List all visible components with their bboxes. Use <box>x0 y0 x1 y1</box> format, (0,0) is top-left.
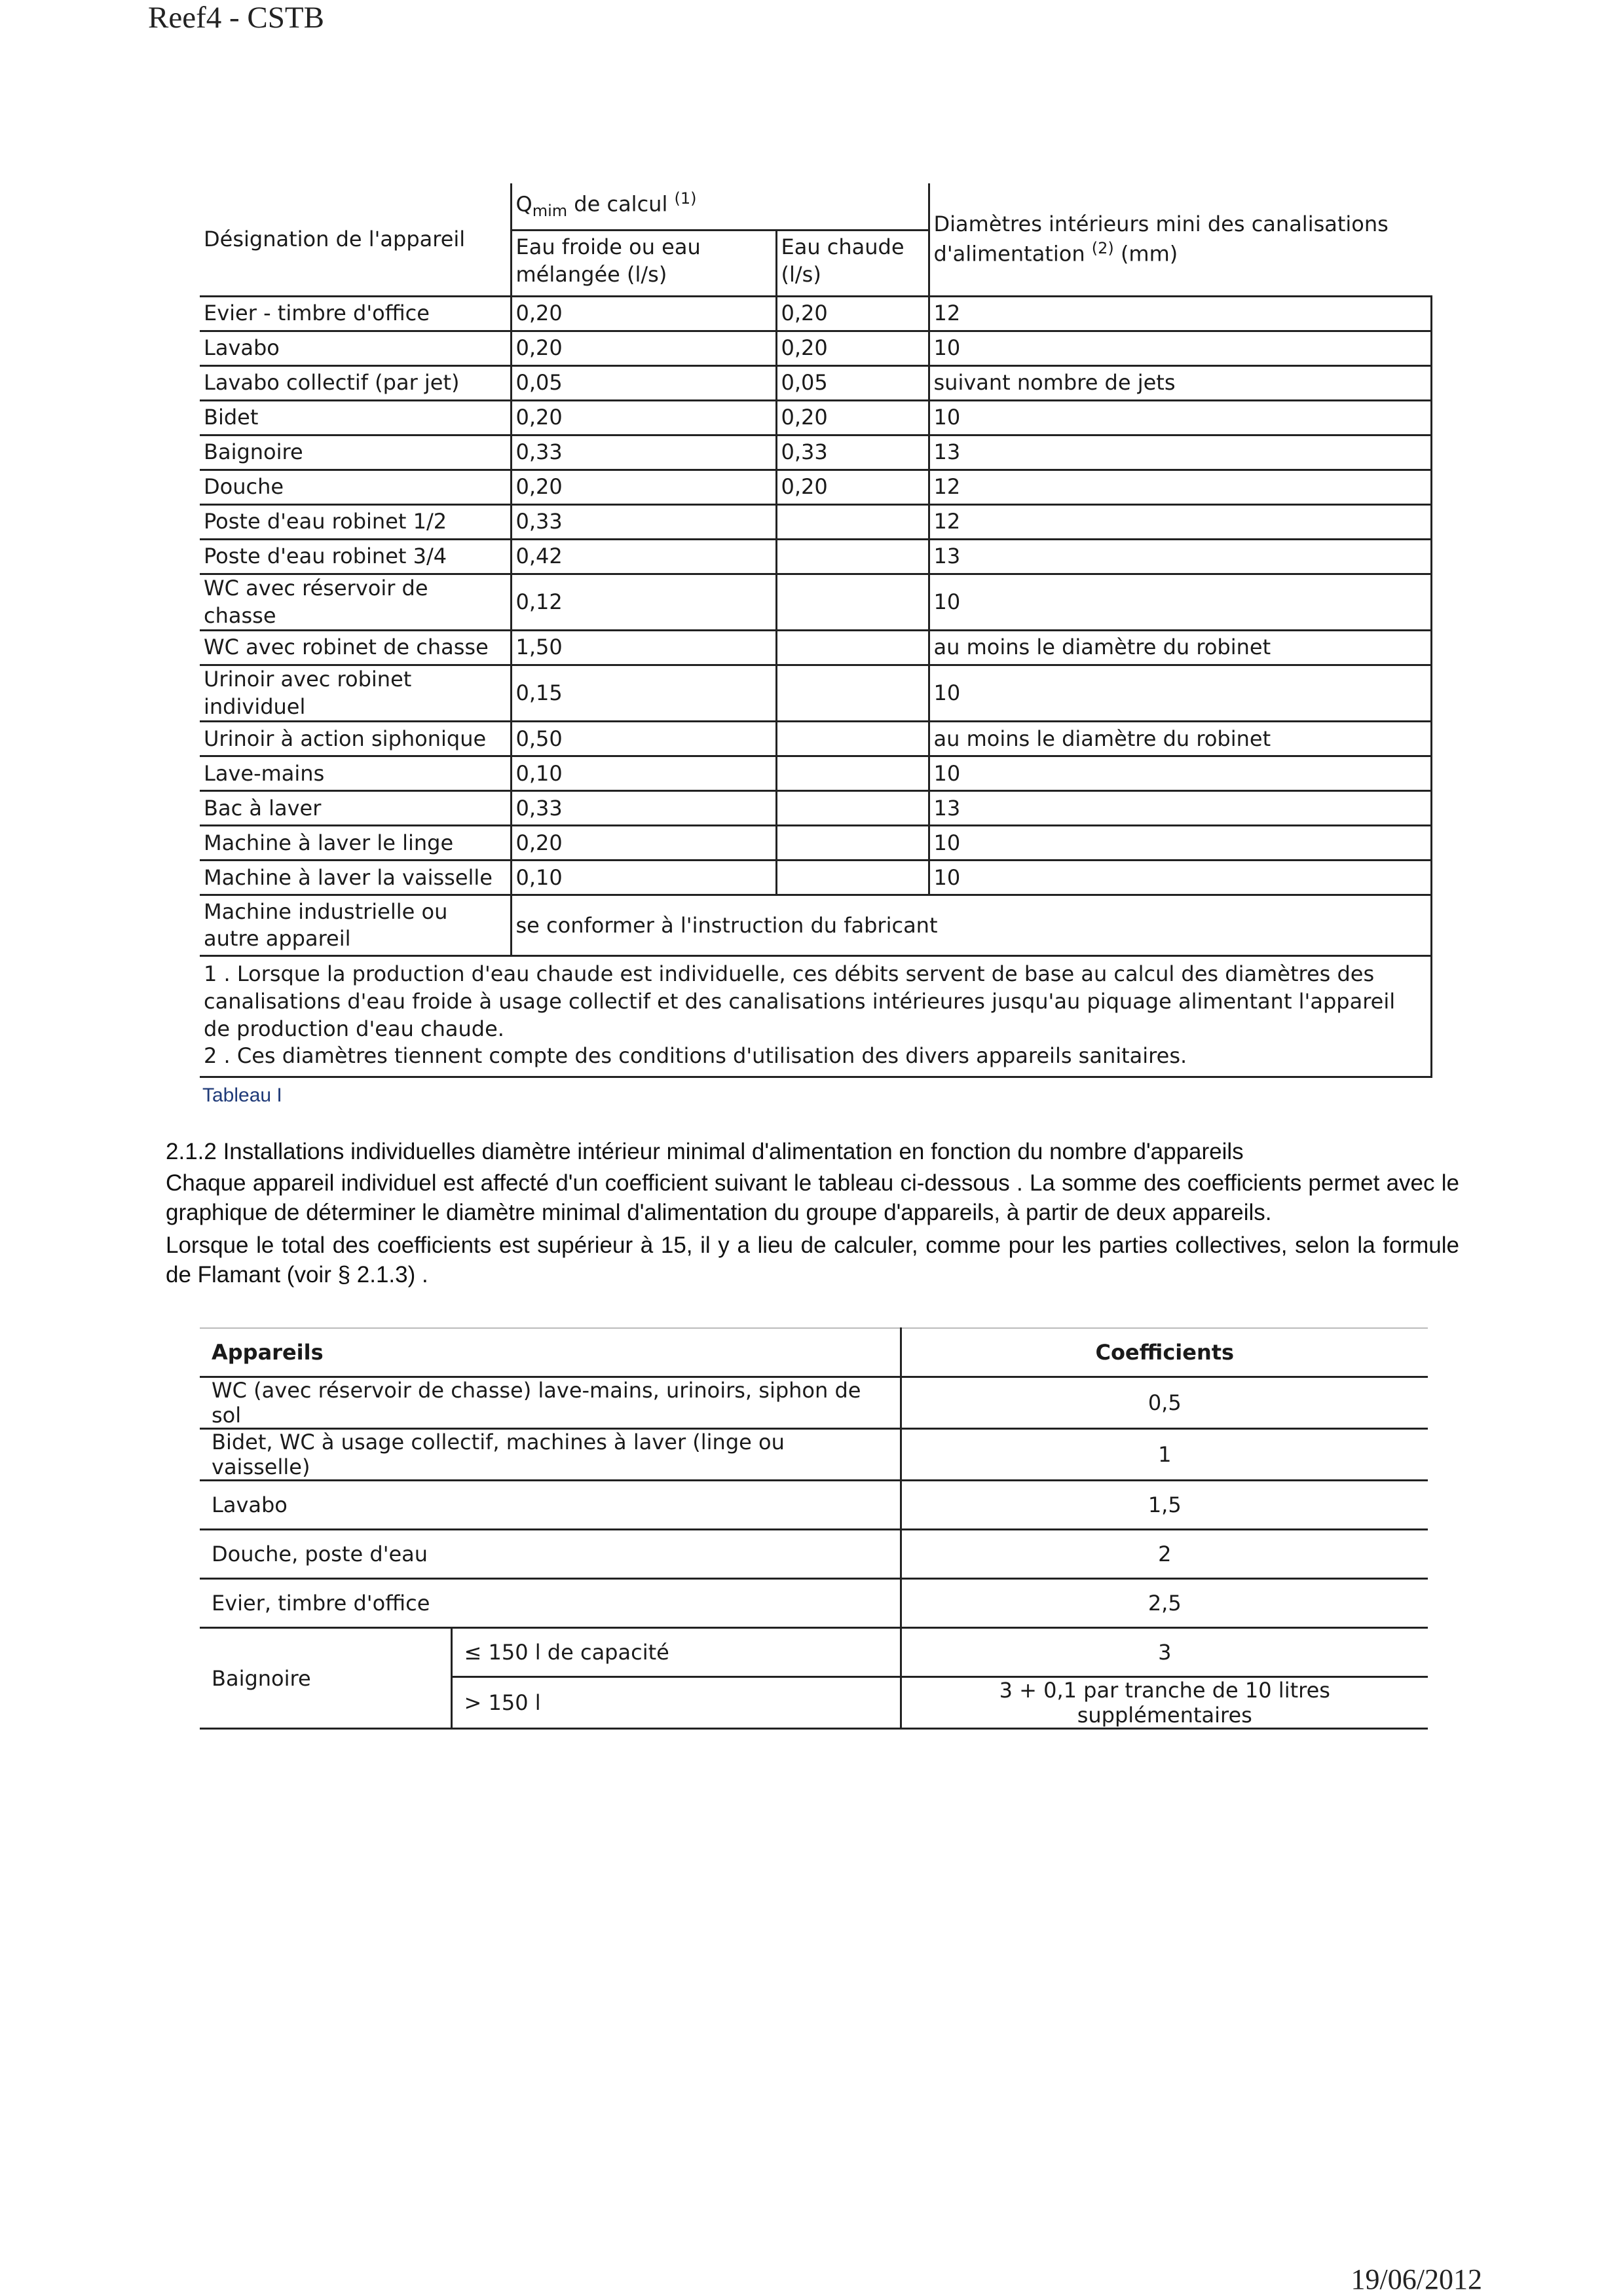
row-cold-flow: 0,12 <box>511 574 776 631</box>
table1-row <box>200 331 1431 366</box>
table1-row <box>200 366 1431 401</box>
appareil-coefficient: 2 <box>901 1530 1428 1579</box>
table1-row <box>200 861 1431 895</box>
baignoire-sub-1: ≤ 150 l de capacité <box>451 1628 901 1677</box>
header-cold-water: Eau froide ou eau mélangée (l/s) <box>511 231 776 297</box>
table1-header-row <box>200 183 1431 231</box>
coefficients-table <box>200 1327 1428 1730</box>
row-name: Poste d'eau robinet 1/2 <box>200 505 511 540</box>
row-name: Urinoir avec robinet individuel <box>200 665 511 722</box>
table2-row <box>200 1429 1428 1481</box>
row-hot-flow <box>776 665 929 722</box>
page-footer-date: 19/06/2012 <box>1351 2263 1482 2295</box>
row-cold-flow: 0,20 <box>511 826 776 861</box>
row-hot-flow <box>776 505 929 540</box>
table1-row <box>200 505 1431 540</box>
row-cold-flow: 0,20 <box>511 297 776 331</box>
row-cold-flow: 0,15 <box>511 665 776 722</box>
row-name: Machine à laver le linge <box>200 826 511 861</box>
table1-row <box>200 756 1431 791</box>
header-appareils: Appareils <box>200 1328 901 1377</box>
row-name: Bidet <box>200 401 511 435</box>
page-header-title: Reef4 - CSTB <box>148 1 324 35</box>
table1-row <box>200 470 1431 505</box>
table1-row <box>200 722 1431 756</box>
row-diameter: 13 <box>929 791 1431 826</box>
row-hot-flow: 0,05 <box>776 366 929 401</box>
row-cold-flow: 0,10 <box>511 861 776 895</box>
row-hot-flow <box>776 791 929 826</box>
row-name: Machine industrielle ou autre appareil <box>200 895 511 956</box>
row-hot-flow <box>776 574 929 631</box>
row-name: Baignoire <box>200 435 511 470</box>
table2-header-row <box>200 1328 1428 1377</box>
row-diameter: au moins le diamètre du robinet <box>929 722 1431 756</box>
row-cold-flow: 0,20 <box>511 470 776 505</box>
row-diameter: 10 <box>929 574 1431 631</box>
paragraph-coefficients: Chaque appareil individuel est affecté d'un coefficient suivant le tableau ci-dessous . La somme des coefficients permet avec le graphique de déterminer le diamètre minimal d'alimentation du groupe d'appareils, à partir de deux appareils. <box>166 1170 1459 1225</box>
table1-notes-row <box>200 956 1431 1077</box>
table2-row <box>200 1377 1428 1429</box>
row-diameter: 10 <box>929 331 1431 366</box>
appareil-name: Bidet, WC à usage collectif, machines à laver (linge ou vaisselle) <box>200 1429 901 1481</box>
row-cold-flow: 0,10 <box>511 756 776 791</box>
header-coefficients: Coefficients <box>901 1328 1428 1377</box>
appareil-coefficient: 1 <box>901 1429 1428 1481</box>
header-designation: Désignation de l'appareil <box>200 183 511 297</box>
row-name: WC avec robinet de chasse <box>200 631 511 665</box>
row-diameter: 12 <box>929 470 1431 505</box>
table2-row <box>200 1579 1428 1628</box>
row-diameter: 10 <box>929 756 1431 791</box>
row-diameter: au moins le diamètre du robinet <box>929 631 1431 665</box>
table1-notes <box>200 956 1431 1077</box>
row-hot-flow <box>776 861 929 895</box>
table1-row <box>200 665 1431 722</box>
row-cold-flow: 0,33 <box>511 791 776 826</box>
note-2: 2 . Ces diamètres tiennent compte des conditions d'utilisation des divers appareils sanitaires. <box>204 1043 1187 1069</box>
table2-row <box>200 1530 1428 1579</box>
baignoire-sub-2: > 150 l <box>451 1677 901 1729</box>
row-name: Urinoir à action siphonique <box>200 722 511 756</box>
row-cold-flow: 0,42 <box>511 540 776 574</box>
row-cold-flow: 0,20 <box>511 401 776 435</box>
table1-row-industrial <box>200 895 1431 956</box>
row-cold-flow: 0,05 <box>511 366 776 401</box>
baignoire-label: Baignoire <box>200 1628 451 1729</box>
row-name: Machine à laver la vaisselle <box>200 861 511 895</box>
table1-row <box>200 540 1431 574</box>
row-hot-flow: 0,20 <box>776 401 929 435</box>
table1-row <box>200 401 1431 435</box>
table2-row <box>200 1481 1428 1530</box>
header-diameter: Diamètres intérieurs mini des canalisations d'alimentation $^{(2)}$ (mm) <box>929 183 1431 297</box>
table1-row <box>200 297 1431 331</box>
table1-row <box>200 791 1431 826</box>
row-name: Lave-mains <box>200 756 511 791</box>
appareil-name: Evier, timbre d'office <box>200 1579 901 1628</box>
row-cold-flow: 1,50 <box>511 631 776 665</box>
appareil-coefficient: 2,5 <box>901 1579 1428 1628</box>
header-hot-water: Eau chaude (l/s) <box>776 231 929 297</box>
row-diameter: 10 <box>929 665 1431 722</box>
row-name: Lavabo <box>200 331 511 366</box>
table-caption: Tableau I <box>202 1084 282 1106</box>
table1-row <box>200 631 1431 665</box>
row-hot-flow: 0,20 <box>776 331 929 366</box>
row-diameter: 10 <box>929 826 1431 861</box>
appareil-name: WC (avec réservoir de chasse) lave-mains, urinoirs, siphon de sol <box>200 1377 901 1429</box>
row-name: Bac à laver <box>200 791 511 826</box>
row-diameter: 13 <box>929 540 1431 574</box>
row-name: Lavabo collectif (par jet) <box>200 366 511 401</box>
row-name: Poste d'eau robinet 3/4 <box>200 540 511 574</box>
table2-row-baignoire-1 <box>200 1628 1428 1677</box>
table1-row <box>200 574 1431 631</box>
row-name: Evier - timbre d'office <box>200 297 511 331</box>
section-heading: 2.1.2 Installations individuelles diamètre intérieur minimal d'alimentation en fonction du nombre d'appareils <box>166 1139 1244 1164</box>
appareil-coefficient: 0,5 <box>901 1377 1428 1429</box>
row-hot-flow <box>776 540 929 574</box>
row-diameter: 10 <box>929 861 1431 895</box>
appareil-name: Douche, poste d'eau <box>200 1530 901 1579</box>
row-diameter: 13 <box>929 435 1431 470</box>
row-name: Douche <box>200 470 511 505</box>
paragraph-flamant: Lorsque le total des coefficients est supérieur à 15, il y a lieu de calculer, comme pour les parties collectives, selon la formule de Flamant (voir § 2.1.3) . <box>166 1232 1459 1287</box>
row-diameter: suivant nombre de jets <box>929 366 1431 401</box>
row-hot-flow <box>776 756 929 791</box>
baignoire-coef-2: 3 + 0,1 par tranche de 10 litres supplémentaires <box>901 1677 1428 1729</box>
row-hot-flow <box>776 826 929 861</box>
flow-rate-table <box>200 183 1432 1078</box>
row-cold-flow: 0,50 <box>511 722 776 756</box>
table1-row <box>200 826 1431 861</box>
row-cold-flow: 0,33 <box>511 435 776 470</box>
appareil-coefficient: 1,5 <box>901 1481 1428 1530</box>
row-cold-flow: 0,20 <box>511 331 776 366</box>
row-hot-flow <box>776 631 929 665</box>
row-name: WC avec réservoir de chasse <box>200 574 511 631</box>
row-cold-flow: 0,33 <box>511 505 776 540</box>
row-industrial-value: se conformer à l'instruction du fabricant <box>511 895 1431 956</box>
row-hot-flow <box>776 722 929 756</box>
row-hot-flow: 0,20 <box>776 470 929 505</box>
appareil-name: Lavabo <box>200 1481 901 1530</box>
row-hot-flow: 0,33 <box>776 435 929 470</box>
row-hot-flow: 0,20 <box>776 297 929 331</box>
baignoire-coef-1: 3 <box>901 1628 1428 1677</box>
header-qmin: $Q_{mim}$ de calcul $^{(1)}$ <box>511 183 929 231</box>
table1-row <box>200 435 1431 470</box>
row-diameter: 12 <box>929 505 1431 540</box>
row-diameter: 12 <box>929 297 1431 331</box>
note-1: 1 . Lorsque la production d'eau chaude est individuelle, ces débits servent de base au calcul des diamètres des canalisations d'eau froide à usage collectif et des canalisations intérieures jusqu'au piquage alimentant l'appareil de production d'eau chaude. <box>204 961 1396 1041</box>
row-diameter: 10 <box>929 401 1431 435</box>
